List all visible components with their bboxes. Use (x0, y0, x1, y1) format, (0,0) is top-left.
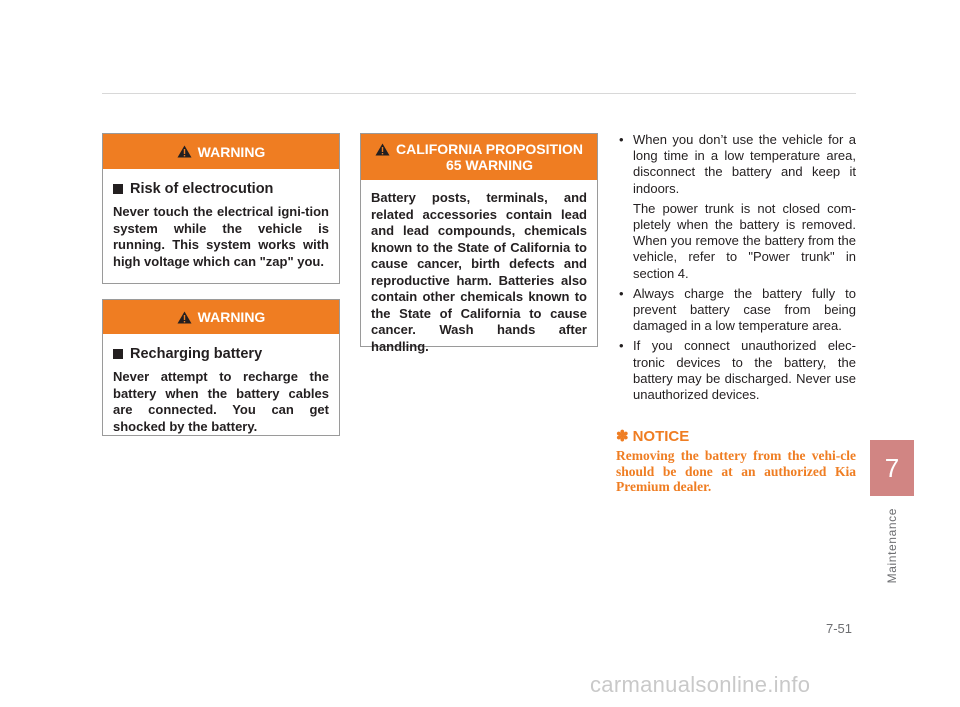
california-header-line2: 65 WARNING (445, 157, 534, 173)
warning-box-recharging (102, 299, 340, 436)
square-bullet-icon (113, 349, 123, 359)
bullet-icon: • (619, 285, 624, 301)
warning-header (103, 300, 339, 334)
warning-header-label: WARNING (197, 309, 266, 325)
top-divider (102, 93, 856, 94)
list-item (616, 286, 856, 335)
warning-header-label: WARNING (197, 143, 266, 160)
star-icon: ✽ (616, 428, 629, 446)
list-item-text: If you connect unauthorized elec-tronic devices to the battery, the battery may be discharged. Never use unauthorized devices. (633, 338, 856, 403)
warning-triangle-icon (177, 311, 192, 324)
california-header (361, 134, 597, 180)
california-header-line1: CALIFORNIA PROPOSITION (396, 141, 583, 157)
california-prop65-box (360, 133, 598, 354)
battery-tips-column (616, 132, 856, 495)
notice-heading-text: NOTICE (632, 428, 690, 446)
warning-triangle-icon (177, 145, 192, 158)
list-item-text: Always charge the battery fully to prevent battery case from being damaged in a low temperature area. (633, 285, 856, 334)
warning-box-electrocution (102, 133, 340, 284)
warning-header (103, 134, 339, 169)
list-item-subtext: The power trunk is not closed com-pletely when the battery is removed. When you remove the battery from the vehicle, refer to "Power trunk" in section 4. (633, 200, 856, 281)
square-bullet-icon (113, 184, 123, 194)
notice-text: Removing the battery from the vehi-cle should be done at an authorized Kia Premium dealer. (616, 448, 856, 495)
chapter-label (878, 508, 906, 584)
bullet-icon: • (619, 132, 624, 147)
warning-triangle-icon (375, 143, 390, 156)
chapter-label-text: Maintenance (885, 508, 899, 584)
list-item (616, 132, 856, 197)
notice-heading (616, 429, 856, 445)
bullet-icon: • (619, 338, 624, 354)
warning-body: Never touch the electrical igni-tion system while the vehicle is running. This system works with high voltage which can "zap" you. (113, 204, 329, 269)
warning-title-text: Recharging battery (130, 346, 263, 362)
chapter-number: 7 (884, 452, 900, 483)
watermark: carmanualsonline.info (590, 672, 811, 697)
warning-body: Never attempt to recharge the battery when the battery cables are connected. You can get shocked by the battery. (113, 369, 329, 434)
california-body: Battery posts, terminals, and related accessories contain lead and lead compounds, chemicals known to the State of California to cause cancer, birth defects and reproductive harm. Batteries also contain other chemicals known to the State of California to cause cancer. Wash hands after handling. (371, 190, 587, 354)
warning-title-text: Risk of electrocution (130, 181, 274, 197)
chapter-tab (870, 440, 914, 496)
list-item-text: When you don’t use the vehicle for a long time in a low temperature area, disconnect the battery and keep it indoors. (633, 132, 856, 196)
list-item (616, 338, 856, 403)
page-number: 7-51 (826, 621, 853, 636)
warning-title (113, 346, 339, 362)
warning-title (113, 181, 339, 197)
